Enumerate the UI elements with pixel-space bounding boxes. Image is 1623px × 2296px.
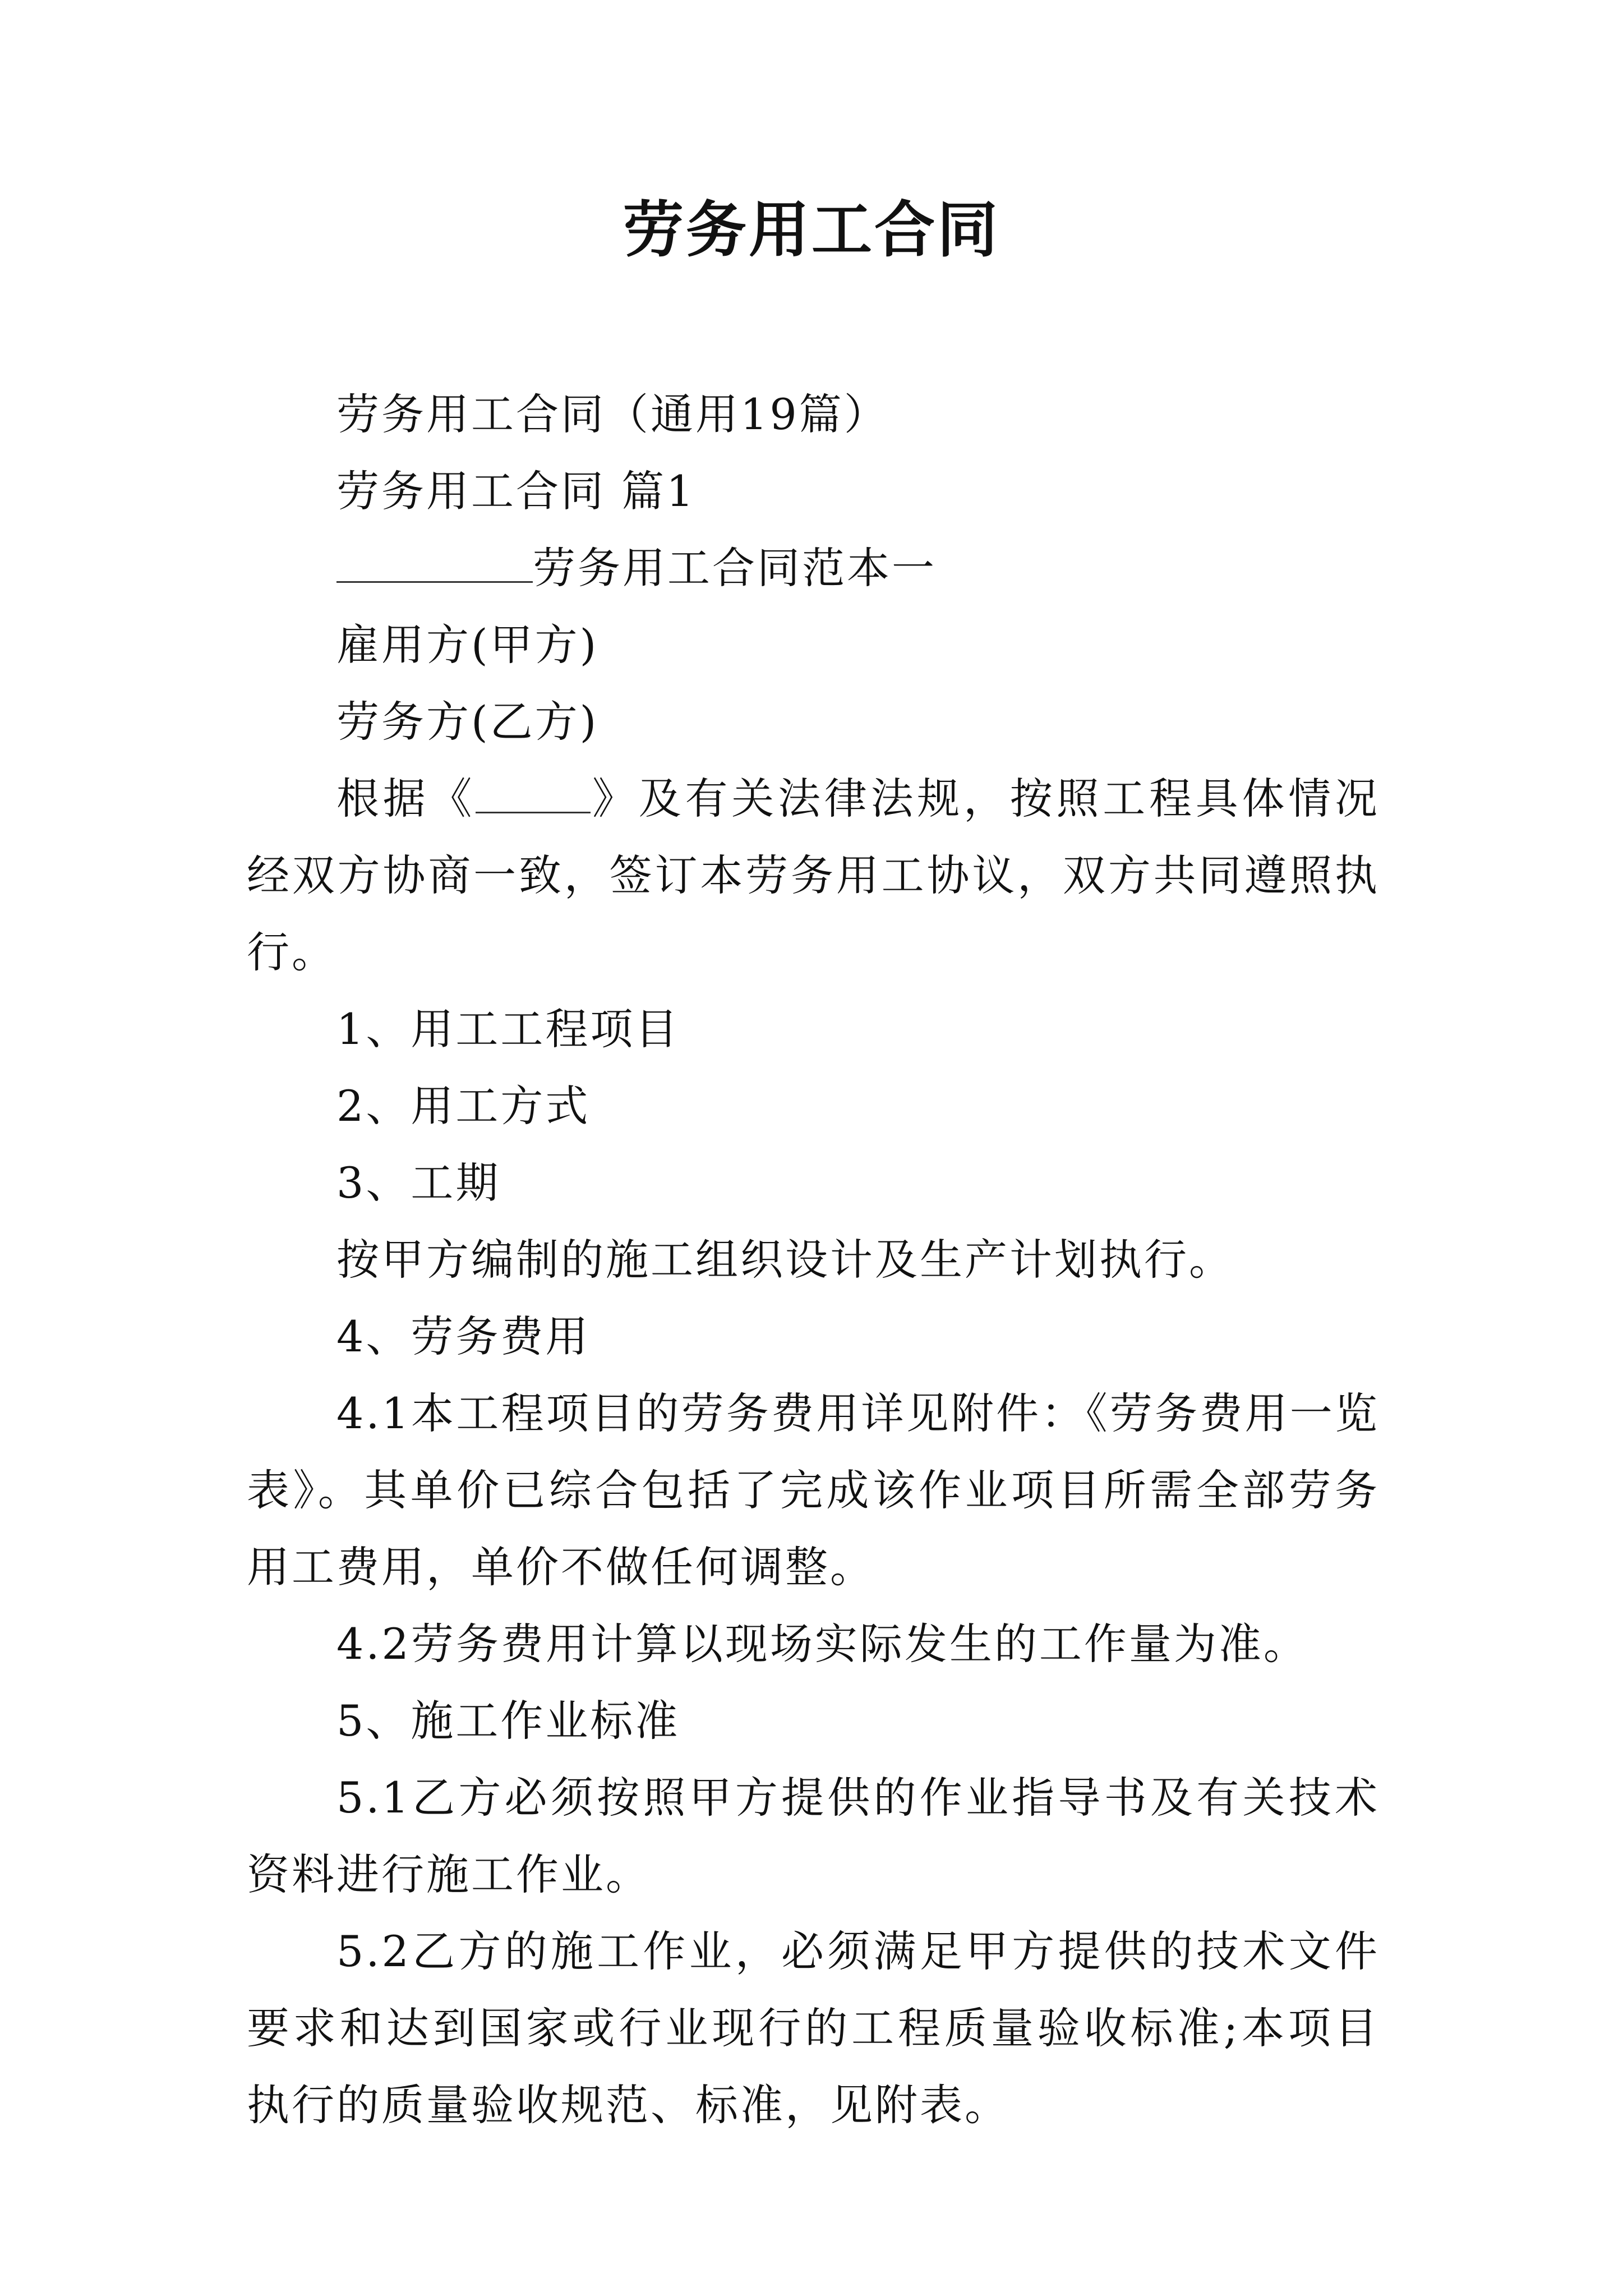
paragraph-preamble: [247, 760, 1380, 991]
clause-4-2: 4.2劳务费用计算以现场实际发生的工作量为准。: [336, 1619, 1308, 1669]
clause-5-heading: 5、施工作业标准: [336, 1696, 680, 1746]
preamble-start: 根据《: [336, 774, 476, 823]
document-body: [247, 376, 1380, 2143]
template-title-text: 劳务用工合同范本一: [533, 543, 937, 593]
blank-line: [336, 542, 533, 583]
paragraph-employer: 雇用方(甲方): [336, 620, 599, 670]
blank-line: [476, 772, 591, 813]
clause-4-heading: 4、劳务费用: [336, 1312, 591, 1361]
document-title: 劳务用工合同: [623, 195, 1000, 265]
paragraph-subtitle: 劳务用工合同（通用19篇）: [336, 389, 889, 439]
paragraph-template-title: [247, 530, 1380, 606]
paragraph-labor-party: 劳务方(乙方): [336, 697, 599, 747]
clause-5-2: 5.2乙方的施工作业，必须满足甲方提供的技术文件要求和达到国家或行业现行的工程质量验收标准;本项目执行的质量验收规范、标准，见附表。: [247, 1926, 1380, 2130]
clause-2-heading: 2、用工方式: [336, 1081, 591, 1131]
clause-3-text: 按甲方编制的施工组织设计及生产计划执行。: [336, 1235, 1234, 1285]
paragraph-section-heading: 劳务用工合同 篇1: [336, 466, 696, 516]
clause-5-1: 5.1乙方必须按照甲方提供的作业指导书及有关技术资料进行施工作业。: [247, 1773, 1380, 1899]
clause-4-1: 4.1本工程项目的劳务费用详见附件：《劳务费用一览表》。其单价已综合包括了完成该作业项目所需全部劳务用工费用，单价不做任何调整。: [247, 1388, 1380, 1592]
clause-3-heading: 3、工期: [336, 1158, 501, 1208]
clause-1-heading: 1、用工工程项目: [336, 1004, 680, 1054]
preamble-rest: 》及有关法律法规，按照工程具体情况经双方协商一致，签订本劳务用工协议，双方共同遵照执行。: [247, 774, 1380, 977]
